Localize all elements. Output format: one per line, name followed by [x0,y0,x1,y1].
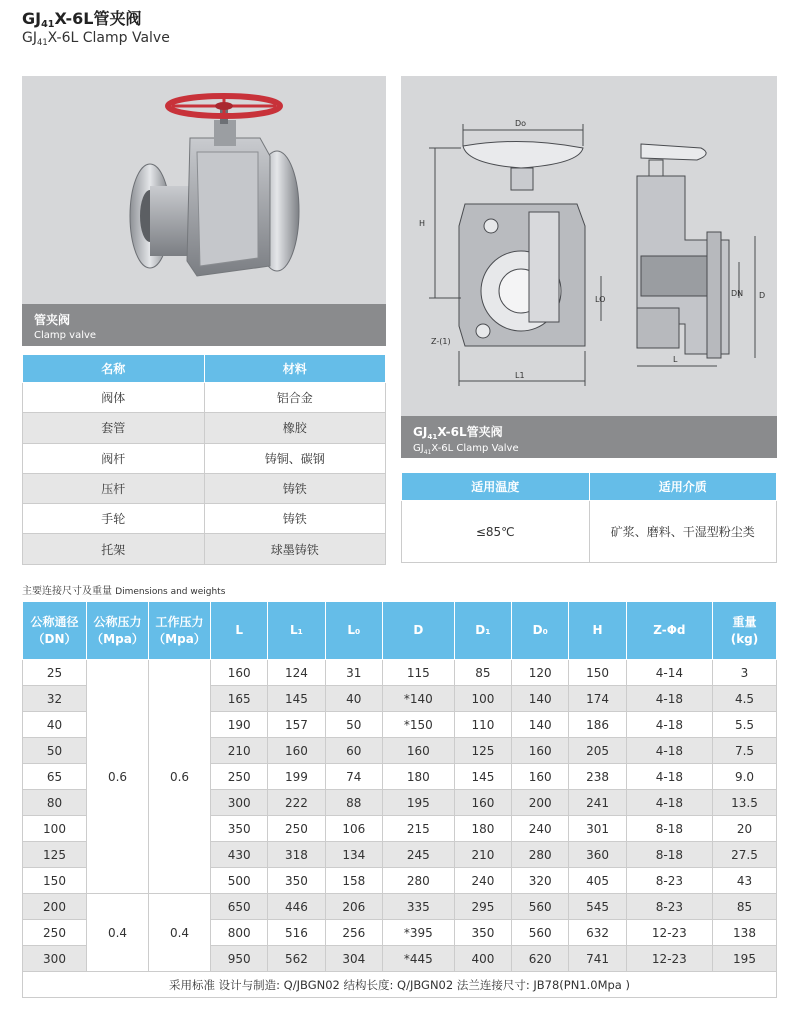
cell-h: 241 [569,790,626,816]
cell-weight: 195 [713,946,777,972]
header-d1: D₁ [454,602,511,660]
dim-label-l: L [673,355,678,364]
cell-l0: 88 [325,790,382,816]
cell-d0: 140 [512,712,569,738]
cell-d: *140 [382,686,454,712]
subtitle-suffix: X-6L Clamp Valve [47,30,170,46]
table-row [23,894,777,920]
cell-l0: 134 [325,842,382,868]
cell-h: 741 [569,946,626,972]
dim-label-do: Do [515,119,527,128]
cell-l0: 31 [325,660,382,686]
table-row [23,534,386,564]
page-subtitle [22,30,170,47]
cell-d: 245 [382,842,454,868]
cell-dn: 125 [23,842,87,868]
cell-z: 4-18 [626,686,712,712]
cell-d: 115 [382,660,454,686]
cell-z: 12-23 [626,946,712,972]
table-row [23,383,386,413]
cell-l0: 60 [325,738,382,764]
cell-l0: 158 [325,868,382,894]
cell-d: *150 [382,712,454,738]
cell-l1: 562 [268,946,325,972]
cell-d: 335 [382,894,454,920]
dim-label-dn: DN [731,289,744,298]
drawing-caption-en-suffix: X-6L Clamp Valve [431,443,519,454]
cell-l: 500 [211,868,268,894]
cell-d: *395 [382,920,454,946]
cell-h: 405 [569,868,626,894]
cell-l0: 40 [325,686,382,712]
cell-d0: 560 [512,894,569,920]
cell-weight: 43 [713,868,777,894]
part-name: 阀体 [23,383,205,413]
footer-row [23,972,777,998]
cell-weight: 9.0 [713,764,777,790]
part-name: 手轮 [23,504,205,534]
cell-h: 238 [569,764,626,790]
drawing-caption-en [413,443,765,456]
cell-d: 195 [382,790,454,816]
cell-d: *445 [382,946,454,972]
header-h: H [569,602,626,660]
cell-d0: 560 [512,920,569,946]
dim-label-lo: LO [595,295,606,304]
dimensions-title-en: Dimensions and weights [115,587,226,597]
materials-header-material: 材料 [204,355,386,383]
materials-table [22,354,386,565]
dimensions-title [22,582,225,597]
cell-weight: 20 [713,816,777,842]
photo-caption-cn: 管夹阀 [34,313,71,327]
cell-dn: 32 [23,686,87,712]
header-weight-label: 重量 [732,615,757,630]
cell-l: 800 [211,920,268,946]
header-l0: L₀ [325,602,382,660]
drawing-caption-cn-prefix: GJ [413,425,428,439]
dim-label-l1: L1 [515,371,525,380]
cell-z: 4-18 [626,790,712,816]
standards-footer: 采用标准 设计与制造: Q/JBGN02 结构长度: Q/JBGN02 法兰连接尺寸: JB78(PN1.0Mpa ) [23,972,777,998]
technical-drawing-panel [401,76,777,458]
cell-pn-group1: 0.6 [87,660,149,894]
cell-d0: 120 [512,660,569,686]
cell-d0: 240 [512,816,569,842]
cell-l1: 446 [268,894,325,920]
cell-d1: 295 [454,894,511,920]
cell-dn: 65 [23,764,87,790]
cell-z: 4-18 [626,738,712,764]
header-dn-label: 公称通径 [30,615,79,630]
cell-d0: 140 [512,686,569,712]
cell-pn-group2: 0.4 [87,894,149,972]
dimensions-table [22,601,777,998]
table-row [23,473,386,503]
cell-wp-group2: 0.4 [149,894,211,972]
cell-l0: 304 [325,946,382,972]
cell-wp-group1: 0.6 [149,660,211,894]
cell-l1: 350 [268,868,325,894]
cell-l1: 157 [268,712,325,738]
part-name: 套管 [23,413,205,443]
cell-l1: 222 [268,790,325,816]
dim-label-z: Z-(1) [431,337,451,346]
cell-d: 160 [382,738,454,764]
part-name: 压杆 [23,473,205,503]
subtitle-prefix: GJ [22,30,37,46]
cell-d1: 240 [454,868,511,894]
part-material: 铸铁 [204,504,386,534]
cell-l: 950 [211,946,268,972]
header-temperature: 适用温度 [402,473,590,501]
cell-weight: 85 [713,894,777,920]
cell-weight: 7.5 [713,738,777,764]
cell-dn: 250 [23,920,87,946]
cell-l1: 145 [268,686,325,712]
cell-dn: 40 [23,712,87,738]
cell-z: 8-18 [626,842,712,868]
drawing-caption-cn [413,423,765,441]
header-l1: L₁ [268,602,325,660]
photo-caption-en: Clamp valve [34,330,97,341]
cell-weight: 3 [713,660,777,686]
header-wp-label: 工作压力 [155,615,204,630]
cell-weight: 5.5 [713,712,777,738]
materials-header-name: 名称 [23,355,205,383]
table-row [23,504,386,534]
cell-z: 4-14 [626,660,712,686]
cell-weight: 13.5 [713,790,777,816]
header-weight-unit: (kg) [730,631,759,646]
cell-z: 4-18 [626,764,712,790]
table-row [23,443,386,473]
cell-dn: 100 [23,816,87,842]
medium-value: 矿浆、磨料、干湿型粉尘类 [589,501,777,563]
dim-label-d: D [759,291,766,300]
cell-weight: 4.5 [713,686,777,712]
cell-d1: 85 [454,660,511,686]
cell-l0: 256 [325,920,382,946]
table-row [23,660,777,686]
header-l: L [211,602,268,660]
cell-l: 250 [211,764,268,790]
header-weight [713,602,777,660]
cell-l0: 50 [325,712,382,738]
drawing-caption-en-subscript: 41 [423,449,432,456]
cell-weight: 27.5 [713,842,777,868]
header-d0: D₀ [512,602,569,660]
header-wp [149,602,211,660]
cell-l1: 199 [268,764,325,790]
cell-d: 180 [382,764,454,790]
cell-d0: 620 [512,946,569,972]
cell-l: 650 [211,894,268,920]
cell-l1: 318 [268,842,325,868]
dimensions-title-cn: 主要连接尺寸及重量 [22,586,112,597]
temperature-value: ≤85℃ [402,501,590,563]
cell-dn: 25 [23,660,87,686]
cell-d1: 125 [454,738,511,764]
cell-dn: 80 [23,790,87,816]
cell-dn: 150 [23,868,87,894]
cell-dn: 200 [23,894,87,920]
title-subscript: 41 [41,19,55,30]
part-material: 铸铁 [204,473,386,503]
cell-dn: 50 [23,738,87,764]
cell-dn: 300 [23,946,87,972]
cell-d1: 350 [454,920,511,946]
cell-l0: 74 [325,764,382,790]
header-pn-label: 公称压力 [93,615,142,630]
cell-z: 8-23 [626,868,712,894]
cell-l0: 206 [325,894,382,920]
cell-l1: 516 [268,920,325,946]
cell-l: 350 [211,816,268,842]
cell-d1: 160 [454,790,511,816]
cell-l0: 106 [325,816,382,842]
cell-l: 210 [211,738,268,764]
part-name: 托架 [23,534,205,564]
cell-l: 190 [211,712,268,738]
cell-d1: 100 [454,686,511,712]
cell-h: 632 [569,920,626,946]
cell-h: 174 [569,686,626,712]
part-material: 铝合金 [204,383,386,413]
header-dn-unit: （DN） [32,631,77,646]
subtitle-subscript: 41 [36,37,48,47]
cell-d: 215 [382,816,454,842]
cell-d0: 280 [512,842,569,868]
cell-d1: 145 [454,764,511,790]
cell-d0: 160 [512,764,569,790]
drawing-caption [401,416,777,458]
cell-h: 545 [569,894,626,920]
header-pn [87,602,149,660]
cell-z: 8-18 [626,816,712,842]
cell-d1: 210 [454,842,511,868]
cell-d0: 160 [512,738,569,764]
table-row [402,501,777,563]
part-name: 阀杆 [23,443,205,473]
title-suffix: X-6L管夹阀 [54,9,142,28]
part-material: 铸铜、碳钢 [204,443,386,473]
dim-label-h: H [419,219,426,228]
technical-drawing [401,76,777,416]
table-row [23,413,386,443]
cell-l: 160 [211,660,268,686]
clamp-valve-image [22,76,386,304]
cell-h: 186 [569,712,626,738]
header-wp-unit: （Mpa） [153,631,206,646]
cell-l1: 124 [268,660,325,686]
cell-l: 300 [211,790,268,816]
title-prefix: GJ [22,9,42,28]
drawing-caption-cn-subscript: 41 [427,432,438,441]
cell-d0: 320 [512,868,569,894]
drawing-caption-en-prefix: GJ [413,443,424,454]
cell-h: 301 [569,816,626,842]
cell-h: 205 [569,738,626,764]
cell-z: 12-23 [626,920,712,946]
header-medium: 适用介质 [589,473,777,501]
photo-caption [22,304,386,346]
header-pn-unit: （Mpa） [91,631,144,646]
cell-d: 280 [382,868,454,894]
cell-d1: 400 [454,946,511,972]
cell-l1: 250 [268,816,325,842]
cell-z: 4-18 [626,712,712,738]
cell-z: 8-23 [626,894,712,920]
cell-d1: 180 [454,816,511,842]
cell-d0: 200 [512,790,569,816]
header-d: D [382,602,454,660]
header-dn [23,602,87,660]
product-photo-panel [22,76,386,346]
part-material: 球墨铸铁 [204,534,386,564]
drawing-caption-cn-suffix: X-6L管夹阀 [437,425,503,439]
application-table [401,472,777,563]
cell-l: 165 [211,686,268,712]
header-z: Z-Φd [626,602,712,660]
cell-l: 430 [211,842,268,868]
cell-h: 150 [569,660,626,686]
cell-weight: 138 [713,920,777,946]
part-material: 橡胶 [204,413,386,443]
cell-d1: 110 [454,712,511,738]
cell-h: 360 [569,842,626,868]
page-title [22,6,141,30]
cell-l1: 160 [268,738,325,764]
